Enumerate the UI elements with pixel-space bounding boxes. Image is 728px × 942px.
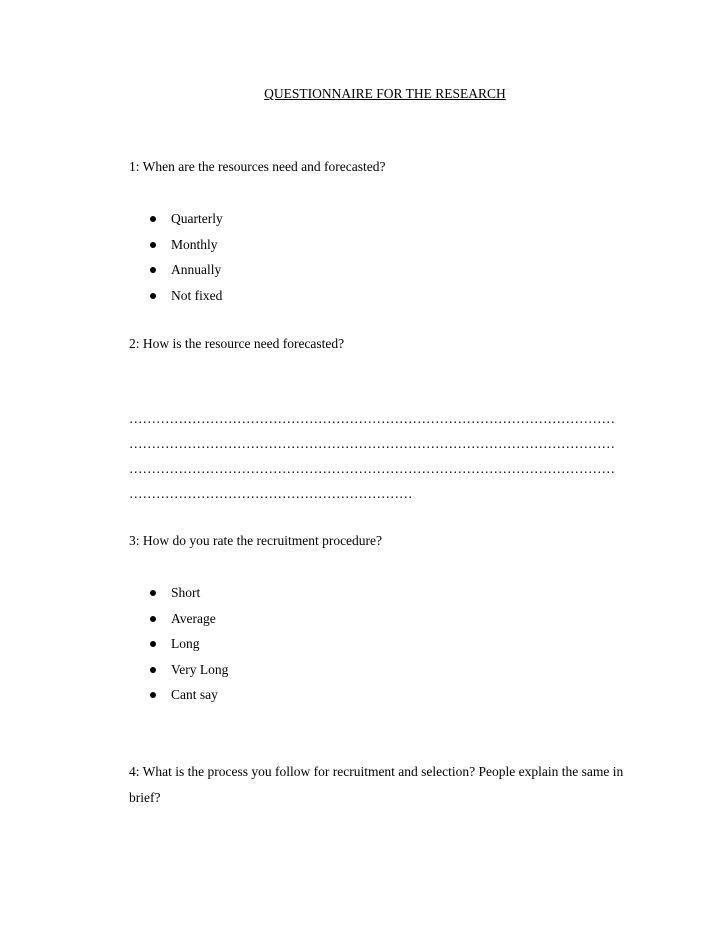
question-3: 3: How do you rate the recruitment procedure?: [129, 533, 383, 548]
bullet-icon: [150, 616, 156, 622]
answer-line: ………………………………………………………………………………………………: [129, 436, 615, 451]
bullet-icon: [150, 590, 156, 596]
bullet-icon: [150, 242, 156, 248]
option-label: Long: [171, 636, 200, 652]
option-label: Not fixed: [171, 287, 223, 303]
question-4: 4: What is the process you follow for recruitment and selection? People explain the same in brief?: [129, 764, 624, 805]
question-1: 1: When are the resources need and forecasted?: [129, 159, 386, 174]
option-label: Average: [171, 610, 216, 626]
option-label: Quarterly: [171, 211, 223, 226]
answer-line: ………………………………………………………: [129, 486, 413, 501]
bullet-icon: [150, 667, 156, 673]
option-label: Annually: [171, 262, 222, 278]
option-label: Cant say: [171, 687, 218, 703]
page-title: QUESTIONNAIRE FOR THE RESEARCH: [264, 86, 506, 101]
bullet-icon: [150, 692, 156, 698]
bullet-icon: [150, 641, 156, 647]
bullet-icon: [150, 293, 156, 299]
answer-lines: [129, 410, 644, 510]
answer-line: ………………………………………………………………………………………………: [129, 461, 615, 476]
option-label: Very Long: [171, 661, 229, 677]
bullet-icon: [150, 267, 156, 273]
option-label: Monthly: [171, 236, 218, 252]
bullet-icon: [150, 216, 156, 222]
option-label: Short: [171, 585, 201, 600]
answer-line: ………………………………………………………………………………………………: [129, 411, 615, 426]
question-2: 2: How is the resource need forecasted?: [129, 336, 345, 351]
